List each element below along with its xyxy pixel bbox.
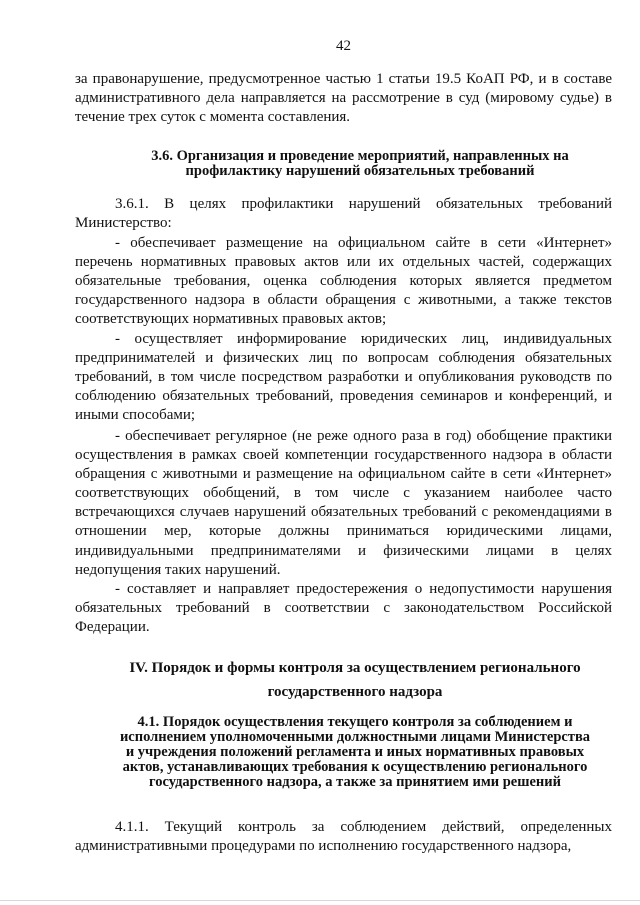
bullet-item-2: - осуществляет информирование юридических лиц, индивидуальных предпринимателей и физических лиц по вопросам соблюдения обязательных требований, в том числе посредством разработки и опубликования руководств по соблюдению обязательных требований, проведения семинаров и конференций, и иными способами;: [75, 331, 612, 424]
bullet-item-4: - составляет и направляет предостережения о недопустимости нарушения обязательных требований в соответствии с законодательством Российской Федерации.: [75, 581, 612, 636]
page-number: 42: [336, 38, 351, 54]
heading-3-6: 3.6. Организация и проведение мероприятий, направленных на профилактику нарушений обязательных требований: [151, 148, 569, 179]
bullet-item-1: - обеспечивает размещение на официальном сайте в сети «Интернет» перечень нормативных правовых актов или их отдельных частей, содержащих обязательные требования, оценка соблюдения которых является предметом государственного надзора в области обращения с животными, а также текстов соответствующих нормативных правовых актов;: [75, 235, 612, 328]
bullet-item-3: - обеспечивает регулярное (не реже одного раза в год) обобщение практики осуществления в рамках своей компетенции государственного надзора в области обращения с животными и размещение на официальном сайте в сети «Интернет» соответствующих обобщений, в том числе с указанием наиболее часто встречающихся случаев нарушений обязательных требований с рекомендациями в отношении мер, которые должны приниматься юридическими лицами, индивидуальными предпринимателями и физическими лицами в целях недопущения таких нарушений.: [75, 428, 612, 578]
heading-section-iv: IV. Порядок и формы контроля за осуществлением регионального государственного надзора: [129, 660, 581, 700]
paragraph-4-1-1: 4.1.1. Текущий контроль за соблюдением действий, определенных административными процедурами по исполнению государственного надзора,: [75, 819, 612, 855]
heading-4-1: 4.1. Порядок осуществления текущего контроля за соблюдением и исполнением уполномоченными должностными лицами Министерства и учреждения положений регламента и иных нормативных правовых актов, устанавливающих требования к осуществлению регионального государственного надзора, а также за принятием ими решений: [119, 714, 591, 790]
paragraph-intro: за правонарушение, предусмотренное частью 1 статьи 19.5 КоАП РФ, и в составе административного дела направляется на рассмотрение в суд (мировому судье) в течение трех суток с момента составления.: [75, 71, 612, 126]
page-bottom-edge: [0, 900, 640, 901]
paragraph-3-6-1: 3.6.1. В целях профилактики нарушений обязательных требований Министерство:: [75, 196, 612, 232]
